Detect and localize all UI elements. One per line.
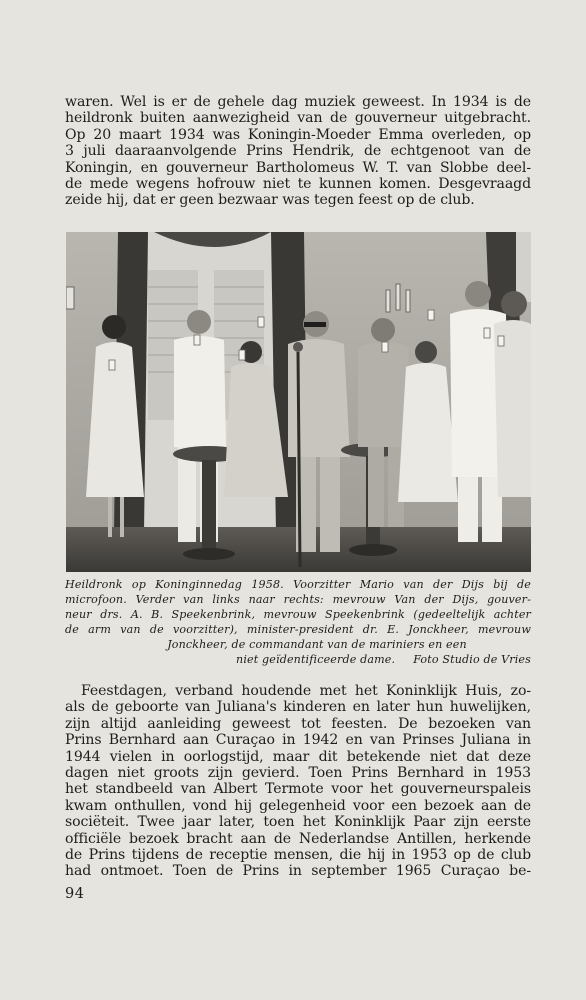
text-line: sociëteit. Twee jaar later, toen het Koninklijk Paar zijn eerste (65, 814, 531, 831)
caption-line: de arm van de voorzitter), minister-president dr. E. Jonckheer, mevrouw (65, 623, 531, 637)
text-line: het standbeeld van Albert Termote voor het gouverneurspaleis (65, 781, 531, 798)
text-line: had ontmoet. Toen de Prins in september 1965 Curaçao be- (65, 863, 531, 880)
paragraph-bottom (65, 683, 531, 880)
text-line: Op 20 maart 1934 was Koningin-Moeder Emma overleden, op (65, 126, 531, 143)
text-line: Prins Bernhard aan Curaçao in 1942 en van Prinses Juliana in (65, 732, 531, 749)
text-line: officiële bezoek bracht aan de Nederlandse Antillen, herkende (65, 830, 531, 847)
text-line: kwam onthullen, vond hij gelegenheid voor een bezoek aan de (65, 797, 531, 814)
caption-line: Heildronk op Koninginnedag 1958. Voorzitter Mario van der Dijs bij de (65, 578, 531, 591)
text-line: de Prins tijdens de receptie mensen, die hij in 1953 op de club (65, 847, 531, 864)
photo-caption (65, 577, 531, 668)
text-line: heildronk buiten aanwezigheid van de gouverneur uitgebracht. (65, 110, 531, 127)
page-number: 94 (65, 886, 85, 902)
text-line: waren. Wel is er de gehele dag muziek geweest. In 1934 is de (65, 94, 531, 110)
text-line: zeide hij, dat er geen bezwaar was tegen feest op de club. (65, 192, 475, 209)
toast-photograph (66, 232, 531, 572)
text-line: dagen niet groots zijn gevierd. Toen Prins Bernhard in 1953 (65, 765, 531, 782)
caption-line-end: niet geïdentificeerde dame. (236, 653, 396, 667)
caption-line: neur drs. A. B. Speekenbrink, mevrouw Speekenbrink (gedeeltelijk achter (65, 608, 531, 622)
text-line: Koningin, en gouverneur Bartholomeus W. T. van Slobbe deel- (65, 159, 531, 176)
caption-line (65, 652, 531, 667)
photo-credit: Foto Studio de Vries (413, 653, 531, 667)
text-line: de mede wegens hofrouw niet te kunnen komen. Desgevraagd (65, 176, 531, 193)
paragraph-top (65, 94, 531, 209)
caption-line: Jonckheer, de commandant van de mariniers en een (167, 638, 467, 652)
text-line: zijn altijd aanleiding geweest tot feesten. De bezoeken van (65, 715, 531, 732)
caption-line: microfoon. Verder van links naar rechts: mevrouw Van der Dijs, gouver- (65, 593, 531, 607)
text-line: als de geboorte van Juliana's kinderen en later hun huwelijken, (65, 699, 531, 716)
text-line: 3 juli daaraanvolgende Prins Hendrik, de echtgenoot van de (65, 143, 531, 160)
text-line: 1944 vielen in oorlogstijd, maar dit betekende niet dat deze (65, 748, 531, 765)
text-line: Feestdagen, verband houdende met het Koninklijk Huis, zo- (81, 683, 531, 699)
